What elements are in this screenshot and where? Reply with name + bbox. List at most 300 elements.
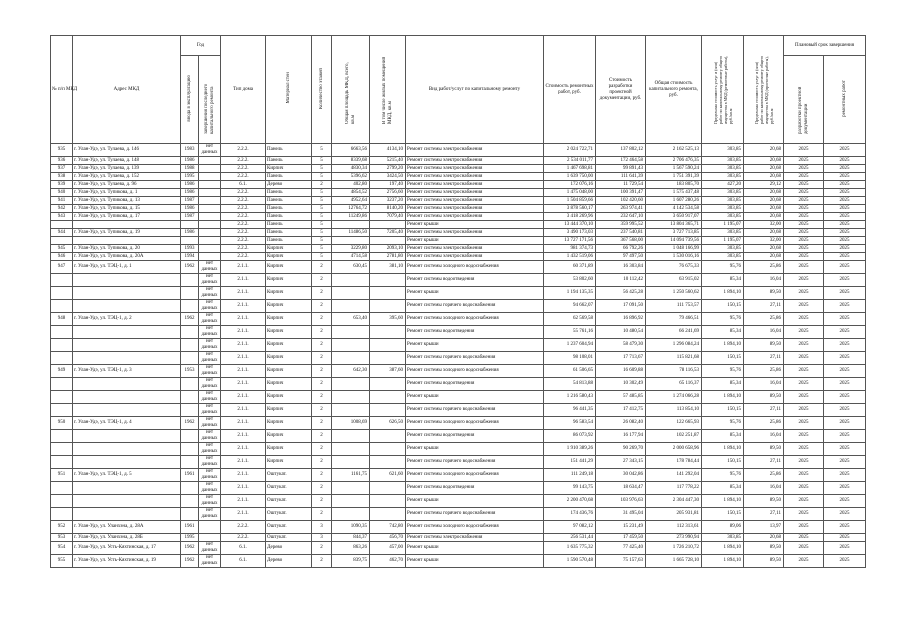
row-number xyxy=(51,443,73,456)
row-number: 937 xyxy=(51,165,73,173)
row-cost-repair: 1 467 698,81 xyxy=(544,165,596,173)
row-area-living xyxy=(370,508,406,521)
row-material: Кирпич xyxy=(266,313,312,326)
row-unit-cost-repair: 1 894,10 xyxy=(702,495,744,508)
row-unit-cost-design: 20,68 xyxy=(744,144,784,157)
row-cost-total: 65 116,37 xyxy=(646,378,702,391)
row-cost-total: 79 466,51 xyxy=(646,313,702,326)
row-cost-total: 1 274 066,28 xyxy=(646,391,702,404)
row-cost-design: 77 425,40 xyxy=(596,542,646,555)
row-cost-repair: 61 506,65 xyxy=(544,365,596,378)
row-year-repair: нет данных xyxy=(199,430,221,443)
row-deadline-repair: 2025 xyxy=(824,205,866,213)
row-cost-total: 3 650 917,07 xyxy=(646,213,702,221)
row-deadline-repair: 2025 xyxy=(824,404,866,417)
row-area-total: 1090,35 xyxy=(332,521,370,534)
row-year-repair: нет данных xyxy=(199,378,221,391)
row-cost-repair: 2 200 470,68 xyxy=(544,495,596,508)
row-cost-total: 2 706 476,35 xyxy=(646,157,702,165)
row-floors: 5 xyxy=(312,189,332,197)
row-floors: 2 xyxy=(312,542,332,555)
row-deadline-repair: 2025 xyxy=(824,274,866,287)
row-unit-cost-repair: 427,20 xyxy=(702,181,744,189)
row-cost-design: 97 497,50 xyxy=(596,253,646,261)
row-year-repair: нет данных xyxy=(199,300,221,313)
header-deadline-design-label: разработки проектной документации xyxy=(797,86,809,134)
row-floors: 2 xyxy=(312,274,332,287)
row-area-living: 387,60 xyxy=(370,365,406,378)
row-number: 946 xyxy=(51,253,73,261)
row-cost-repair: 111 249,18 xyxy=(544,469,596,482)
row-material: Дерево xyxy=(266,542,312,555)
row-year-built xyxy=(181,391,199,404)
row-unit-cost-repair: 150,15 xyxy=(702,456,744,469)
row-address xyxy=(73,443,181,456)
row-year-repair: нет данных xyxy=(199,391,221,404)
row-number: 952 xyxy=(51,521,73,534)
row-area-total xyxy=(332,456,370,469)
row-area-total xyxy=(332,391,370,404)
row-cost-total: 13 804 365,71 xyxy=(646,221,702,229)
row-address: г. Улан-Удэ, ул. Тупикова, д. 17 xyxy=(73,213,181,221)
table-row xyxy=(51,253,866,261)
row-address xyxy=(73,352,181,365)
row-deadline-repair: 2025 xyxy=(824,313,866,326)
row-deadline-design: 2025 xyxy=(784,326,824,339)
row-deadline-design: 2025 xyxy=(784,339,824,352)
row-number xyxy=(51,391,73,404)
row-unit-cost-repair: 85,34 xyxy=(702,378,744,391)
row-unit-cost-repair: 303,85 xyxy=(702,144,744,157)
row-number: 935 xyxy=(51,144,73,157)
row-material: Оштукат. xyxy=(266,508,312,521)
row-number: 940 xyxy=(51,189,73,197)
row-cost-total: 1 048 166,99 xyxy=(646,245,702,253)
row-work-type: Ремонт системы электроснабжения xyxy=(406,165,544,173)
row-cost-design: 10 302,49 xyxy=(596,378,646,391)
row-cost-total: 117 778,22 xyxy=(646,482,702,495)
row-area-total: 8339,68 xyxy=(332,157,370,165)
row-house-type: 2.2.2. xyxy=(221,221,266,229)
row-floors: 5 xyxy=(312,144,332,157)
table-body xyxy=(51,144,866,568)
row-year-built xyxy=(181,326,199,339)
row-area-living xyxy=(370,495,406,508)
row-unit-cost-repair: 303,85 xyxy=(702,229,744,237)
row-address: г. Улан-Удэ, ул. Тупикова, д. 15 xyxy=(73,205,181,213)
row-area-total xyxy=(332,443,370,456)
row-floors: 3 xyxy=(312,521,332,534)
row-material: Кирпич xyxy=(266,245,312,253)
row-cost-total: 2 304 447,30 xyxy=(646,495,702,508)
row-work-type: Ремонт системы водоотведения xyxy=(406,378,544,391)
row-cost-repair: 174 436,76 xyxy=(544,508,596,521)
row-work-type: Ремонт системы электроснабжения xyxy=(406,157,544,165)
row-area-total: 4854,52 xyxy=(332,189,370,197)
row-area-living: 462,70 xyxy=(370,555,406,568)
row-area-living: 457,00 xyxy=(370,542,406,555)
row-year-built xyxy=(181,443,199,456)
row-area-total xyxy=(332,482,370,495)
row-cost-repair: 3 878 560,17 xyxy=(544,205,596,213)
row-area-living xyxy=(370,300,406,313)
row-deadline-repair: 2025 xyxy=(824,456,866,469)
row-cost-total: 115 821,68 xyxy=(646,352,702,365)
row-house-type: 2.1.1. xyxy=(221,313,266,326)
row-deadline-repair: 2025 xyxy=(824,534,866,542)
row-cost-design: 103 976,63 xyxy=(596,495,646,508)
row-material: Панель xyxy=(266,189,312,197)
row-floors: 5 xyxy=(312,205,332,213)
row-area-living xyxy=(370,237,406,245)
row-floors: 2 xyxy=(312,287,332,300)
row-work-type: Ремонт системы электроснабжения xyxy=(406,534,544,542)
row-year-built: 1986 xyxy=(181,157,199,165)
row-cost-total: 1 296 084,24 xyxy=(646,339,702,352)
row-work-type: Ремонт системы холодного водоснабжения xyxy=(406,417,544,430)
header-address: Адрес МКД xyxy=(73,36,181,144)
row-area-total xyxy=(332,237,370,245)
row-area-living: 3237,20 xyxy=(370,197,406,205)
row-house-type: 2.1.1. xyxy=(221,482,266,495)
row-year-repair: нет данных xyxy=(199,404,221,417)
row-address xyxy=(73,495,181,508)
row-number: 944 xyxy=(51,229,73,237)
header-floors xyxy=(312,36,332,144)
row-house-type: 2.2.2. xyxy=(221,521,266,534)
row-house-type: 2.1.1. xyxy=(221,443,266,456)
row-floors: 2 xyxy=(312,508,332,521)
row-material: Панель xyxy=(266,197,312,205)
row-house-type: 2.2.2. xyxy=(221,189,266,197)
row-house-type: 2.1.1. xyxy=(221,274,266,287)
row-cost-total: 183 805,70 xyxy=(646,181,702,189)
row-area-total: 863,26 xyxy=(332,542,370,555)
row-number xyxy=(51,482,73,495)
row-floors: 5 xyxy=(312,245,332,253)
row-year-built xyxy=(181,495,199,508)
row-cost-repair: 1 194 135,35 xyxy=(544,287,596,300)
row-unit-cost-repair: 150,15 xyxy=(702,352,744,365)
row-work-type: Ремонт крыши xyxy=(406,287,544,300)
row-material: Оштукат. xyxy=(266,469,312,482)
header-house-type: Тип дома xyxy=(221,36,266,144)
row-year-built xyxy=(181,430,199,443)
row-cost-repair: 53 802,60 xyxy=(544,274,596,287)
row-cost-design: 16 303,84 xyxy=(596,261,646,274)
row-year-built: 1988 xyxy=(181,165,199,173)
row-unit-cost-repair: 303,85 xyxy=(702,245,744,253)
row-cost-design: 90 269,70 xyxy=(596,443,646,456)
row-year-repair: нет данных xyxy=(199,261,221,274)
table-row xyxy=(51,482,866,495)
row-area-living: 456,70 xyxy=(370,534,406,542)
row-year-repair: нет данных xyxy=(199,508,221,521)
row-address: г. Улан-Удэ, ул. Усть-Кяхтинская, д. 17 xyxy=(73,542,181,555)
row-cost-total: 1 567 590,24 xyxy=(646,165,702,173)
row-cost-repair: 13 727 171,56 xyxy=(544,237,596,245)
row-area-total: 642,30 xyxy=(332,365,370,378)
row-material: Панель xyxy=(266,144,312,157)
row-deadline-design: 2025 xyxy=(784,313,824,326)
row-deadline-repair: 2025 xyxy=(824,197,866,205)
row-area-total xyxy=(332,508,370,521)
row-cost-repair: 97 082,12 xyxy=(544,521,596,534)
row-cost-total: 102 251,87 xyxy=(646,430,702,443)
row-deadline-design: 2025 xyxy=(784,404,824,417)
row-floors: 2 xyxy=(312,482,332,495)
row-cost-design: 17 412,75 xyxy=(596,404,646,417)
row-cost-repair: 13 444 370,10 xyxy=(544,221,596,229)
row-material: Кирпич xyxy=(266,456,312,469)
row-floors: 5 xyxy=(312,197,332,205)
row-unit-cost-repair: 1 195,07 xyxy=(702,237,744,245)
row-cost-design: 367 568,00 xyxy=(596,237,646,245)
row-material: Кирпич xyxy=(266,261,312,274)
row-deadline-design: 2025 xyxy=(784,189,824,197)
row-work-type: Ремонт крыши xyxy=(406,237,544,245)
row-floors: 2 xyxy=(312,456,332,469)
row-area-total: 653,40 xyxy=(332,313,370,326)
row-year-repair: нет данных xyxy=(199,443,221,456)
row-cost-repair: 96 583,54 xyxy=(544,417,596,430)
row-deadline-repair: 2025 xyxy=(824,508,866,521)
row-year-built: 1983 xyxy=(181,144,199,157)
row-cost-total: 1 530 016,16 xyxy=(646,253,702,261)
row-area-living: 2799,20 xyxy=(370,165,406,173)
row-work-type: Ремонт крыши xyxy=(406,339,544,352)
row-deadline-repair: 2025 xyxy=(824,542,866,555)
row-work-type: Ремонт системы водоотведения xyxy=(406,326,544,339)
row-year-built: 1961 xyxy=(181,469,199,482)
header-deadline-group: Плановый срок завершения xyxy=(784,36,866,56)
row-unit-cost-design: 89,50 xyxy=(744,542,784,555)
row-material: Кирпич xyxy=(266,365,312,378)
row-house-type: 2.1.1. xyxy=(221,339,266,352)
row-cost-total: 3 727 713,85 xyxy=(646,229,702,237)
row-address: г. Улан-Удэ, ул. Уланхэна, д. 28Б xyxy=(73,534,181,542)
row-year-built: 1994 xyxy=(181,253,199,261)
header-year-repair xyxy=(199,56,221,144)
row-work-type: Ремонт системы горячего водоснабжения xyxy=(406,508,544,521)
row-unit-cost-repair: 1 894,10 xyxy=(702,287,744,300)
row-cost-design: 56 425,28 xyxy=(596,287,646,300)
row-floors: 2 xyxy=(312,430,332,443)
row-cost-repair: 96 441,35 xyxy=(544,404,596,417)
row-work-type: Ремонт системы электроснабжения xyxy=(406,253,544,261)
table-row xyxy=(51,456,866,469)
row-area-total: 11486,50 xyxy=(332,229,370,237)
row-deadline-repair: 2025 xyxy=(824,181,866,189)
row-area-total: 4830,34 xyxy=(332,165,370,173)
row-unit-cost-design: 32,00 xyxy=(744,221,784,229)
row-area-total xyxy=(332,326,370,339)
row-cost-design: 66 792,26 xyxy=(596,245,646,253)
header-material xyxy=(266,36,312,144)
row-year-repair xyxy=(199,253,221,261)
table-row xyxy=(51,508,866,521)
row-area-total: 6663,56 xyxy=(332,144,370,157)
row-year-repair xyxy=(199,237,221,245)
row-year-repair: нет данных xyxy=(199,417,221,430)
row-area-living xyxy=(370,404,406,417)
row-deadline-repair: 2025 xyxy=(824,430,866,443)
row-cost-design: 11 729,54 xyxy=(596,181,646,189)
row-cost-repair: 1 910 389,26 xyxy=(544,443,596,456)
row-unit-cost-repair: 303,85 xyxy=(702,157,744,165)
row-cost-design: 10 112,42 xyxy=(596,274,646,287)
row-year-repair: нет данных xyxy=(199,339,221,352)
row-work-type: Ремонт крыши xyxy=(406,495,544,508)
row-material: Кирпич xyxy=(266,417,312,430)
table-row xyxy=(51,495,866,508)
row-house-type: 2.1.1. xyxy=(221,261,266,274)
header-deadline-repair-label: ремонтных работ xyxy=(841,79,847,117)
row-year-built xyxy=(181,287,199,300)
row-work-type: Ремонт системы горячего водоснабжения xyxy=(406,456,544,469)
row-area-total: 1161,75 xyxy=(332,469,370,482)
row-number xyxy=(51,274,73,287)
table-row xyxy=(51,542,866,555)
row-cost-repair: 172 076,16 xyxy=(544,181,596,189)
row-deadline-design: 2025 xyxy=(784,508,824,521)
row-year-repair xyxy=(199,245,221,253)
row-cost-repair: 98 108,01 xyxy=(544,352,596,365)
header-deadline-repair xyxy=(824,56,866,144)
row-cost-design: 17 713,67 xyxy=(596,352,646,365)
row-area-total: 630,45 xyxy=(332,261,370,274)
row-floors: 2 xyxy=(312,181,332,189)
row-cost-design: 172 464,58 xyxy=(596,157,646,165)
row-cost-design: 10 480,54 xyxy=(596,326,646,339)
row-work-type: Ремонт системы горячего водоснабжения xyxy=(406,352,544,365)
row-floors: 3 xyxy=(312,534,332,542)
row-cost-design: 232 647,10 xyxy=(596,213,646,221)
row-work-type: Ремонт системы водоотведения xyxy=(406,482,544,495)
row-area-total: 402,80 xyxy=(332,181,370,189)
row-year-built xyxy=(181,237,199,245)
row-work-type: Ремонт крыши xyxy=(406,391,544,404)
row-address xyxy=(73,456,181,469)
row-number xyxy=(51,430,73,443)
row-work-type: Ремонт системы электроснабжения xyxy=(406,229,544,237)
row-year-repair xyxy=(199,165,221,173)
row-address: г. Улан-Удэ, ул. Тупикова, д. 1 xyxy=(73,189,181,197)
row-work-type: Ремонт системы холодного водоснабжения xyxy=(406,521,544,534)
row-number: 939 xyxy=(51,181,73,189)
row-work-type: Ремонт системы электроснабжения xyxy=(406,144,544,157)
row-deadline-design: 2025 xyxy=(784,253,824,261)
header-year-group: Год xyxy=(181,36,221,56)
table-row xyxy=(51,205,866,213)
row-year-built xyxy=(181,339,199,352)
row-deadline-design: 2025 xyxy=(784,181,824,189)
row-deadline-design: 2025 xyxy=(784,165,824,173)
row-material: Панель xyxy=(266,213,312,221)
row-deadline-design: 2025 xyxy=(784,521,824,534)
row-year-repair xyxy=(199,521,221,534)
row-number: 950 xyxy=(51,417,73,430)
row-house-type: 2.2.2. xyxy=(221,165,266,173)
row-work-type: Ремонт системы электроснабжения xyxy=(406,245,544,253)
row-house-type: 2.2.2. xyxy=(221,229,266,237)
row-area-living xyxy=(370,430,406,443)
row-unit-cost-repair: 95,76 xyxy=(702,261,744,274)
row-cost-total: 63 915,02 xyxy=(646,274,702,287)
row-work-type: Ремонт системы холодного водоснабжения xyxy=(406,261,544,274)
row-unit-cost-repair: 85,34 xyxy=(702,274,744,287)
row-work-type: Ремонт системы горячего водоснабжения xyxy=(406,300,544,313)
row-floors: 5 xyxy=(312,253,332,261)
row-cost-total: 1 726 210,72 xyxy=(646,542,702,555)
row-cost-repair: 99 143,75 xyxy=(544,482,596,495)
row-house-type: 6.1. xyxy=(221,181,266,189)
row-work-type: Ремонт системы электроснабжения xyxy=(406,213,544,221)
row-unit-cost-repair: 1 894,10 xyxy=(702,542,744,555)
row-unit-cost-design: 27,11 xyxy=(744,352,784,365)
row-floors: 2 xyxy=(312,313,332,326)
row-floors: 2 xyxy=(312,352,332,365)
row-number: 951 xyxy=(51,469,73,482)
row-year-repair: нет данных xyxy=(199,352,221,365)
row-floors: 2 xyxy=(312,300,332,313)
row-unit-cost-design: 27,11 xyxy=(744,456,784,469)
row-year-built: 1962 xyxy=(181,555,199,568)
row-year-repair: нет данных xyxy=(199,495,221,508)
row-cost-repair: 86 073,92 xyxy=(544,430,596,443)
row-house-type: 2.1.1. xyxy=(221,365,266,378)
row-deadline-design: 2025 xyxy=(784,352,824,365)
header-material-label: Материал стен xyxy=(285,72,291,104)
row-deadline-design: 2025 xyxy=(784,205,824,213)
row-deadline-design: 2025 xyxy=(784,173,824,181)
row-address: г. Улан-Удэ, ул. Тулаева, д. 146 xyxy=(73,144,181,157)
row-cost-design: 57 485,85 xyxy=(596,391,646,404)
row-year-built: 1986 xyxy=(181,189,199,197)
row-deadline-repair: 2025 xyxy=(824,469,866,482)
row-year-built: 1962 xyxy=(181,542,199,555)
row-area-living xyxy=(370,456,406,469)
row-year-built xyxy=(181,300,199,313)
header-unit-cost-design-label: Предельная стоимость услуг и (или) работ по капитальному ремонту общего имущества в МКД (проектные работы), руб./кв.м xyxy=(753,55,774,124)
row-work-type: Ремонт системы электроснабжения xyxy=(406,189,544,197)
row-deadline-repair: 2025 xyxy=(824,443,866,456)
row-deadline-design: 2025 xyxy=(784,534,824,542)
row-material: Оштукат. xyxy=(266,495,312,508)
row-material: Кирпич xyxy=(266,443,312,456)
row-deadline-repair: 2025 xyxy=(824,555,866,568)
row-deadline-repair: 2025 xyxy=(824,165,866,173)
row-cost-design: 16 609,88 xyxy=(596,365,646,378)
row-year-repair xyxy=(199,189,221,197)
row-material: Оштукат. xyxy=(266,534,312,542)
row-material: Дерево xyxy=(266,555,312,568)
table-row xyxy=(51,352,866,365)
row-unit-cost-repair: 303,85 xyxy=(702,197,744,205)
row-house-type: 2.1.1. xyxy=(221,508,266,521)
row-work-type: Ремонт системы водоотведения xyxy=(406,430,544,443)
row-address xyxy=(73,378,181,391)
row-material: Оштукат. xyxy=(266,521,312,534)
row-cost-repair: 60 371,89 xyxy=(544,261,596,274)
row-area-living: 7079,40 xyxy=(370,213,406,221)
row-house-type: 2.1.1. xyxy=(221,404,266,417)
row-unit-cost-repair: 303,85 xyxy=(702,165,744,173)
row-material: Панель xyxy=(266,221,312,229)
row-number xyxy=(51,352,73,365)
row-work-type: Ремонт системы холодного водоснабжения xyxy=(406,313,544,326)
row-address: г. Улан-Удэ, ул. ТЭЦ-1, д. 5 xyxy=(73,469,181,482)
